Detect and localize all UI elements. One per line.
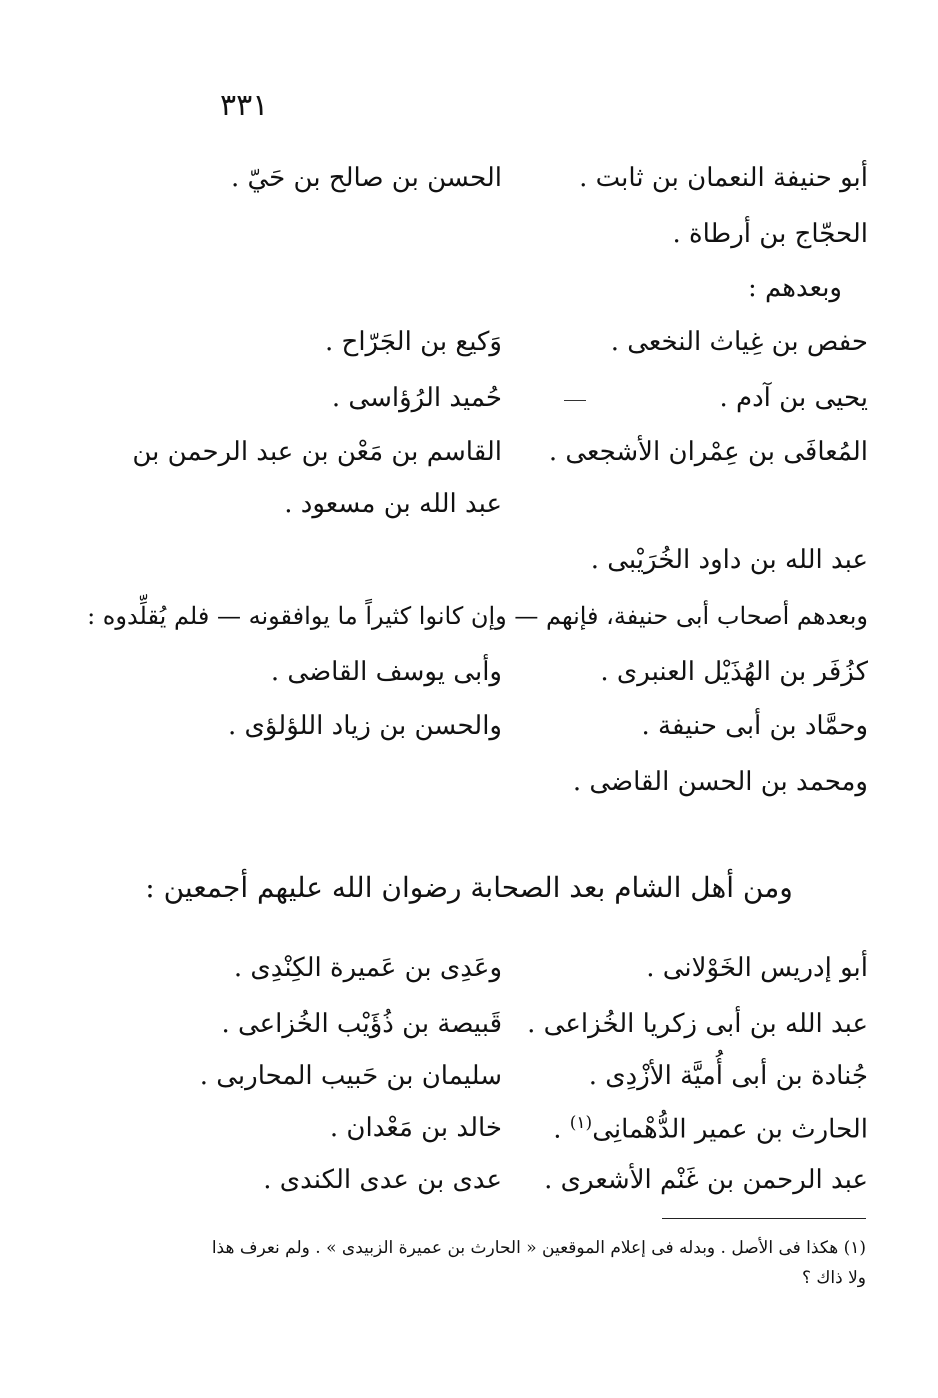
list-item: عبد الله بن مسعود . bbox=[284, 489, 502, 519]
list-item: وأبى يوسف القاضى . bbox=[270, 657, 502, 687]
list-item: الحسن بن صالح بن حَيّ . bbox=[230, 163, 502, 193]
list-item: سليمان بن حَبيب المحاربى . bbox=[199, 1061, 502, 1091]
list-item: خالد بن مَعْدان . bbox=[329, 1113, 502, 1143]
list-item: جُنادة بن أبى أُميَّة الأزْدِى . bbox=[588, 1061, 868, 1091]
list-item bbox=[553, 1110, 868, 1148]
list-item: وَكيع بن الجَرّاح . bbox=[325, 327, 502, 357]
footnote-line: (١) هكذا فى الأصل . وبدله فى إعلام الموقعين « الحارث بن عميرة الزبيدى » . ولم نعرف هذا bbox=[211, 1238, 866, 1258]
list-item: يحيى بن آدم . bbox=[719, 383, 868, 413]
list-item: كزُفَر بن الهُذَيْل العنبرى . bbox=[600, 657, 868, 687]
footnote-line: ولا ذاك ؟ bbox=[801, 1268, 866, 1288]
list-item: وعَدِى بن عَميرة الكِنْدِى . bbox=[233, 953, 502, 983]
list-item: عدى بن عدى الكندى . bbox=[263, 1165, 502, 1195]
list-item: القاسم بن مَعْن بن عبد الرحمن بن bbox=[132, 437, 502, 467]
paragraph: وبعدهم أصحاب أبى حنيفة، فإنهم — وإن كانوا كثيراً ما يوافقونه — فلم يُقلِّدوه : bbox=[87, 602, 868, 630]
page-number: ٣٣١ bbox=[220, 88, 269, 123]
list-item: عبد الله بن داود الخُرَيْبى . bbox=[590, 545, 868, 575]
list-item: عبد الله بن أبى زكريا الخُزاعى . bbox=[527, 1009, 868, 1039]
list-item-end: . bbox=[553, 1114, 570, 1145]
section-label: وبعدهم : bbox=[747, 273, 842, 303]
list-item: عبد الرحمن بن غَنْم الأشعرى . bbox=[544, 1165, 868, 1195]
list-item: وحمَّاد بن أبى حنيفة . bbox=[641, 711, 868, 741]
list-item: أبو إدريس الخَوْلانى . bbox=[646, 953, 868, 983]
list-item: ومحمد بن الحسن القاضى . bbox=[572, 767, 868, 797]
list-item: حفص بن غِياث النخعى . bbox=[610, 327, 868, 357]
dash-mark bbox=[564, 400, 586, 401]
list-item: أبو حنيفة النعمان بن ثابت . bbox=[579, 163, 868, 193]
list-item: الحجّاج بن أرطاة . bbox=[672, 219, 868, 249]
list-item-text: الحارث بن عمير الدُّهْمانِى bbox=[592, 1114, 868, 1145]
footnote-marker: (١) bbox=[569, 1113, 593, 1133]
list-item: المُعافَى بن عِمْران الأشجعى . bbox=[548, 437, 868, 467]
section-heading: ومن أهل الشام بعد الصحابة رضوان الله عليهم أجمعين : bbox=[145, 871, 793, 904]
list-item: حُميد الرُؤاسى . bbox=[331, 383, 502, 413]
list-item: والحسن بن زياد اللؤلؤى . bbox=[227, 711, 502, 741]
list-item: قَبيصة بن ذُؤَيْب الخُزاعى . bbox=[221, 1009, 502, 1039]
footnote-rule bbox=[662, 1218, 866, 1219]
